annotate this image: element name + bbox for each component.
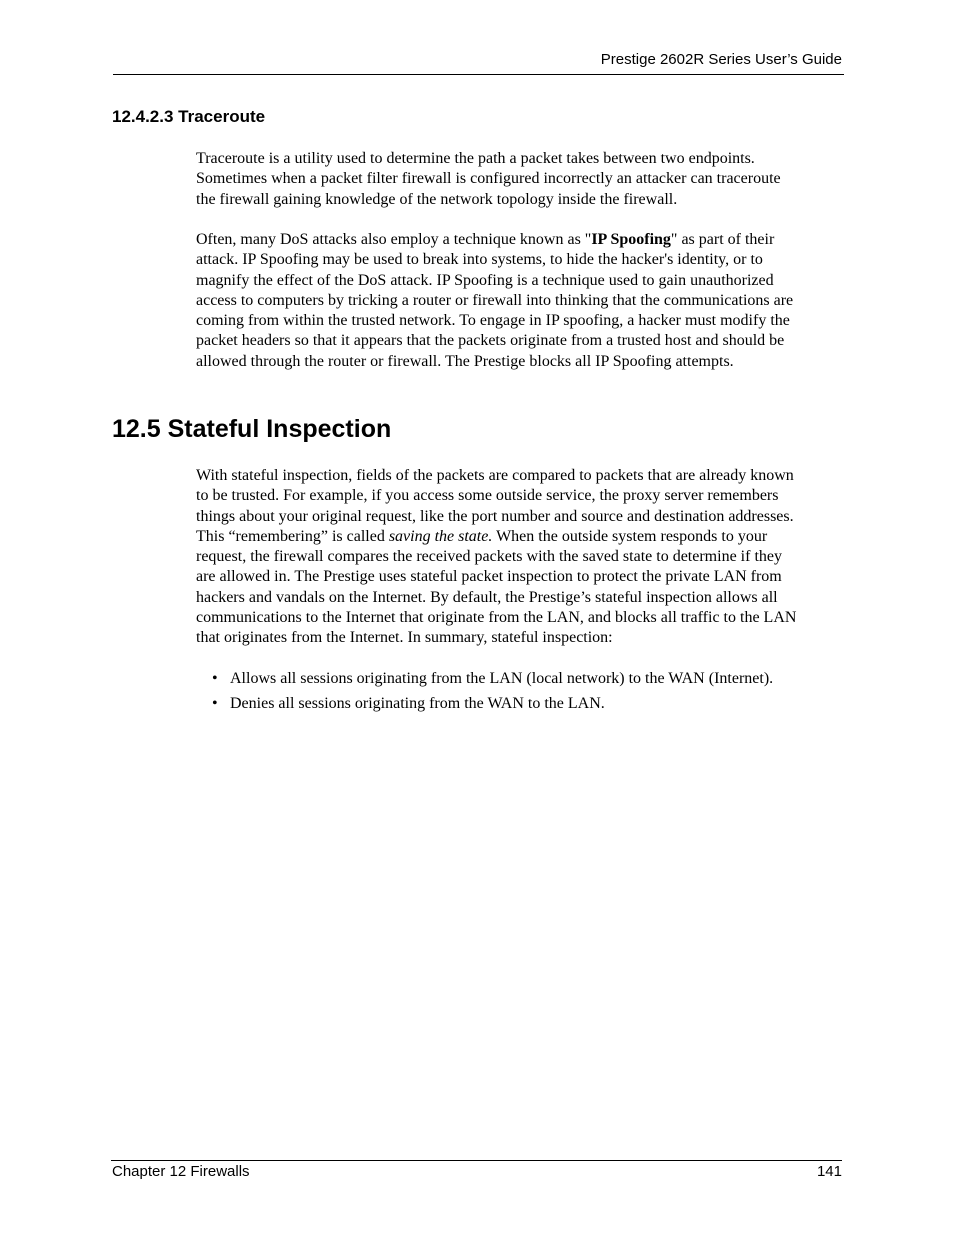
saving-the-state-term: saving the state.	[388, 527, 493, 545]
bullet-icon: •	[212, 670, 218, 687]
paragraph-line	[196, 230, 844, 250]
text-run: This “remembering” is called	[196, 527, 389, 545]
paragraph-line	[196, 527, 844, 547]
paragraph-line: packet headers so that it appears that the packets originate from a trusted host and should be	[196, 332, 785, 350]
running-footer	[111, 1160, 842, 1185]
list-item-text: Denies all sessions originating from the WAN to the LAN.	[230, 695, 605, 712]
traceroute-paragraph	[196, 149, 844, 210]
list-item-text: Allows all sessions originating from the LAN (local network) to the WAN (Internet).	[230, 670, 774, 687]
list-item	[196, 694, 844, 714]
ip-spoofing-paragraph	[196, 230, 844, 372]
chapter-label: Chapter 12 Firewalls	[112, 1163, 250, 1180]
paragraph-line: the firewall gaining knowledge of the network topology inside the firewall.	[196, 190, 678, 208]
paragraph-line: With stateful inspection, fields of the packets are compared to packets that are already known	[196, 467, 794, 484]
paragraph-line: are allowed in. The Prestige uses stateful packet inspection to protect the private LAN from	[196, 568, 782, 586]
paragraph-line: magnify the effect of the DoS attack. IP Spoofing is a technique used to gain unauthorized	[196, 271, 774, 289]
paragraph-line: Traceroute is a utility used to determine the path a packet takes between two endpoints.	[196, 150, 755, 167]
paragraph-line: coming from within the trusted network. To engage in IP spoofing, a hacker must modify the	[196, 312, 790, 330]
ip-spoofing-term: IP Spoofing	[591, 231, 671, 248]
paragraph-line: attack. IP Spoofing may be used to break into systems, to hide the hacker's identity, or to	[196, 251, 763, 269]
paragraph-line: Sometimes when a packet filter firewall is configured incorrectly an attacker can traceroute	[196, 170, 781, 188]
stateful-inspection-heading: 12.5 Stateful Inspection	[112, 415, 392, 443]
text-run: When the outside system responds to your	[492, 527, 768, 545]
text-run: " as part of their	[670, 231, 775, 248]
paragraph-line: that originates from the Internet. In summary, stateful inspection:	[196, 629, 613, 647]
paragraph-line: things about your original request, like the port number and source and destination addresses.	[196, 507, 794, 525]
paragraph-line: to be trusted. For example, if you access some outside service, the proxy server remembers	[196, 487, 779, 505]
stateful-inspection-bullets	[196, 669, 844, 719]
text-run: Often, many DoS attacks also employ a technique known as "	[196, 231, 592, 248]
paragraph-line: communications to the Internet that originate from the LAN, and blocks all traffic to the LAN	[196, 609, 797, 627]
bullet-icon: •	[212, 695, 218, 712]
paragraph-line: hackers and vandals on the Internet. By default, the Prestige’s stateful inspection allows all	[196, 588, 778, 606]
page-number: 141	[816, 1163, 842, 1180]
stateful-inspection-paragraph	[196, 466, 844, 649]
guide-title: Prestige 2602R Series User’s Guide	[600, 51, 842, 68]
paragraph-line: allowed through the router or firewall. The Prestige blocks all IP Spoofing attempts.	[196, 352, 734, 370]
list-item	[196, 669, 844, 689]
paragraph-line: access to computers by tricking a router or firewall into thinking that the communications are	[196, 291, 794, 309]
traceroute-heading: 12.4.2.3 Traceroute	[112, 107, 266, 126]
paragraph-line: request, the firewall compares the received packets with the saved state to determine if they	[196, 548, 782, 566]
running-header	[113, 50, 844, 75]
